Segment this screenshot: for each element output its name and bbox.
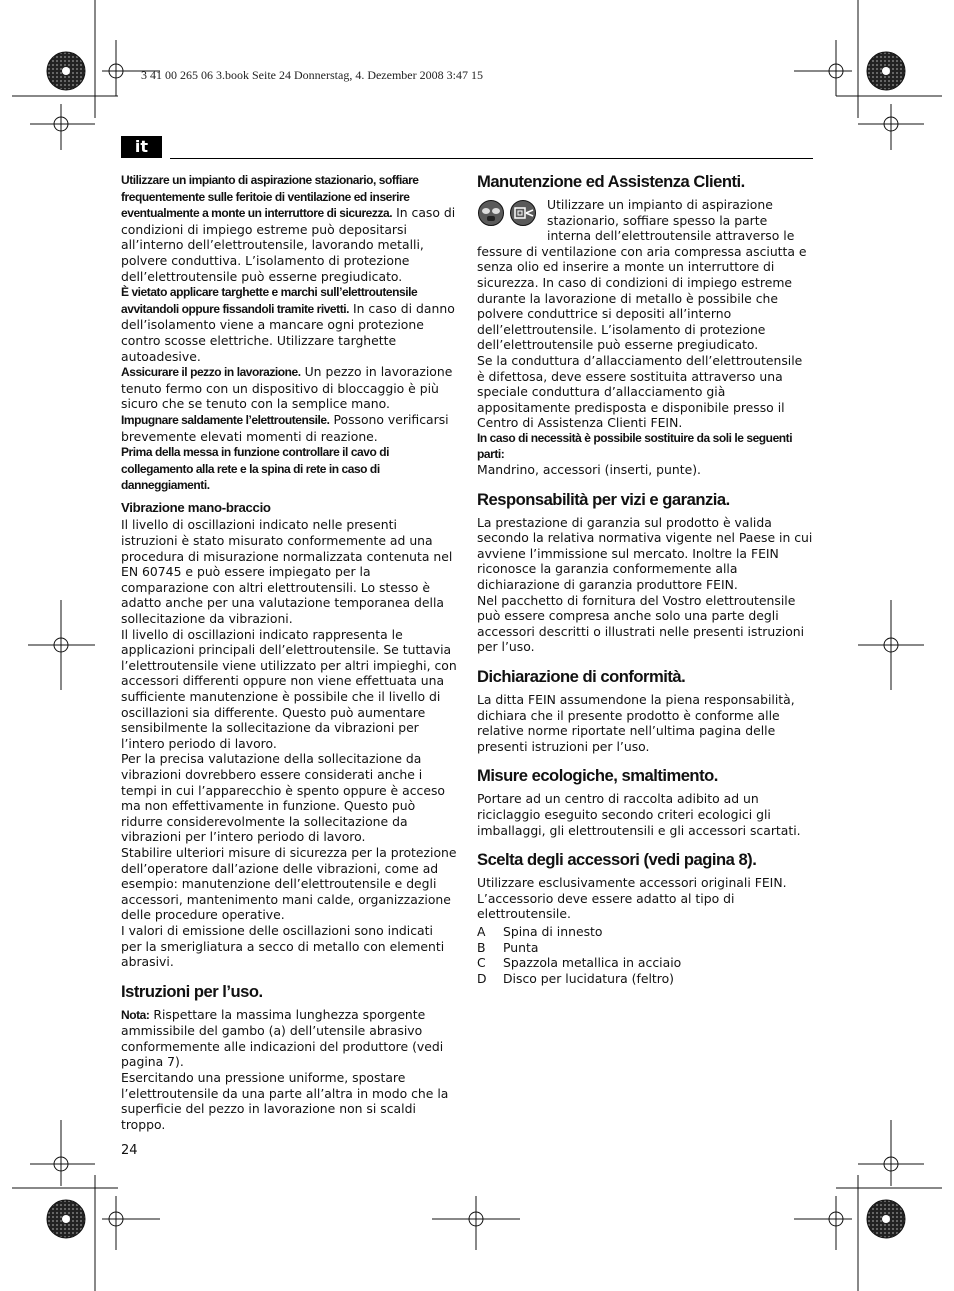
bold-lead: Prima della messa in funzione controllare il cavo di collegamento alla rete e la spina di rete in caso di danneggiamenti. (121, 445, 390, 493)
bold-lead: È vietato applicare targhette e marchi sull’elettroutensile avvitandoli oppure fissandoli tramite rivetti. (121, 285, 418, 316)
nota-paragraph (121, 1007, 457, 1070)
paragraph-text: In caso di condizioni di impiego estreme può depositarsi all’interno dell’elettroutensile, lavorando metalli, polvere conduttiva. L’isolamento di protezione dell’elettroutensile può esserne pregiudicato. (121, 205, 456, 284)
language-badge: it (121, 136, 162, 158)
item-text: Spina di innesto (503, 923, 603, 939)
page-number: 24 (121, 1143, 138, 1158)
conformity-heading: Dichiarazione di conformità. (477, 667, 686, 687)
warranty-heading: Responsabilità per vizi e garanzia. (477, 489, 730, 509)
warranty-paragraph-2: Nel pacchetto di fornitura del Vostro elettroutensile può essere compresa anche solo una parte degli accessori descritti o illustrati nelle presenti istruzioni per l’uso. (477, 592, 805, 655)
bold-lead: Utilizzare un impianto di aspirazione stazionario, soffiare frequentemente sulle feritoie di ventilazione ed inserire eventualmente a monte un interruttore di sicurezza. (121, 173, 419, 221)
instructions-paragraph-2: Esercitando una pressione uniforme, spostare l’elettroutensile da una parte all’altra in modo che la superficie del pezzo in lavorazione non si scaldi troppo. (121, 1070, 449, 1132)
protective-mask-icon (479, 201, 504, 226)
accessories-heading: Scelta degli accessori (vedi pagina 8). (477, 850, 757, 870)
item-key: A (477, 923, 486, 939)
eco-paragraph: Portare ad un centro di raccolta adibito ad un riciclaggio eseguito secondo criteri ecologici gli imballaggi, gli elettroutensili e gli accessori scartati. (477, 791, 801, 838)
vibration-paragraph-1: Il livello di oscillazioni indicato nelle presenti istruzioni è stato misurato conformemente ad una procedura di misurazione normalizzata contenuta nel EN 60745 e può essere impiegato per la comparazione con altri elettroutensili. Lo stesso è adatto anche per una valutazione temporanea della sollecitazione da vibrazioni. (121, 517, 453, 627)
paragraph-text: Un pezzo in lavorazione tenuto fermo con un dispositivo di bloccaggio è più sicuro che se tenuto con la semplice mano. (121, 364, 453, 412)
list-item (477, 971, 813, 987)
header-rule (170, 158, 813, 159)
eco-heading: Misure ecologiche, smaltimento. (477, 766, 718, 786)
star-target-tl (47, 52, 85, 90)
bold-lead: Assicurare il pezzo in lavorazione. (121, 365, 301, 380)
accessories-paragraph-2: L’accessorio deve essere adatto al tipo di elettroutensile. (477, 890, 735, 922)
insulation-tool-icon (511, 201, 536, 226)
reg-mark-tr1 (794, 40, 852, 96)
reg-mark-bc (432, 1196, 520, 1250)
vibration-paragraph-5: I valori di emissione delle oscillazioni sono indicati per la smerigliatura a secco di metallo con elementi abrasivi. (121, 922, 445, 970)
item-key: B (477, 939, 486, 955)
item-key: D (477, 970, 487, 986)
reg-mark-bl1 (30, 1120, 95, 1186)
reg-mark-bl2 (102, 1196, 160, 1250)
bold-lead: Impugnare saldamente l’elettroutensile. (121, 412, 330, 427)
item-text: Disco per lucidatura (feltro) (503, 970, 674, 986)
warranty-paragraph-1: La prestazione di garanzia sul prodotto è valida secondo la relativa normativa vigente nel Paese in cui avviene l’immissione sul mercato. Inoltre la FEIN riconosce la garanzia conformemente alla dichiarazione di garanzia produttore FEIN. (477, 514, 813, 593)
reg-mark-tl2 (30, 104, 95, 150)
safety-paragraph-3 (121, 364, 457, 412)
safety-paragraph-5 (121, 444, 457, 494)
file-header: 3 41 00 265 06 3.book Seite 24 Donnerstag, 4. Dezember 2008 3:47 15 (141, 68, 483, 82)
vibration-paragraph-2: Il livello di oscillazioni indicato rappresenta le applicazioni principali dell’elettroutensile. Se tuttavia l’elettroutensile viene utilizzato per altri impieghi, con accessori differenti oppure non viene effettuata una sufficiente manutenzione è possibile che il livello di oscillazioni sia differente. Questo può aumentare sensibilmente la sollecitazione da vibrazioni per l’intero periodo di lavoro. (121, 626, 457, 751)
accessories-list (477, 924, 813, 986)
list-item (477, 924, 813, 940)
right-column (477, 172, 813, 986)
safety-paragraph-2 (121, 284, 457, 364)
item-text: Punta (503, 939, 539, 955)
safety-paragraph-4 (121, 412, 457, 444)
reg-mark-br1 (858, 1120, 924, 1186)
star-target-tr (867, 52, 905, 90)
vibration-heading: Vibrazione mano-braccio (121, 499, 271, 515)
instructions-heading: Istruzioni per l’uso. (121, 981, 263, 1001)
list-item (477, 955, 813, 971)
reg-mark-tr2 (858, 104, 924, 150)
paragraph-text: In caso di danno dell’isolamento viene a mancare ogni protezione contro scosse elettriche. Utilizzare targhette autoadesive. (121, 300, 455, 364)
left-column (121, 172, 457, 1132)
symbol-icons (477, 199, 539, 229)
paragraph-text: Possono verificarsi brevemente elevati momenti di reazione. (121, 411, 449, 444)
safety-paragraph-1 (121, 172, 457, 284)
star-target-bl (47, 1200, 85, 1238)
conformity-paragraph: La ditta FEIN assumendone la piena responsabilità, dichiara che il presente prodotto è conforme alle relative norme riportate nell’ultima pagina delle presenti istruzioni per l’uso. (477, 692, 795, 754)
paragraph-text: Rispettare la massima lunghezza sporgente ammissibile del gambo (a) dell’utensile abrasivo conformemente alle indicazioni del produttore (vedi pagina 7). (121, 1006, 444, 1070)
reg-mark-mr (858, 600, 924, 690)
maintenance-paragraph-2: Se la conduttura d’allacciamento dell’elettroutensile è difettosa, deve essere sostituita attraverso una speciale conduttura d’allacciamento già appositamente predisposta e disponibile presso il Centro di Assistenza Clienti FEIN. (477, 352, 803, 431)
maintenance-paragraph-4: Mandrino, accessori (inserti, punte). (477, 462, 701, 478)
reg-mark-ml (28, 600, 95, 690)
vibration-paragraph-4: Stabilire ulteriori misure di sicurezza per la protezione dell’operatore dall’azione delle vibrazioni, come ad esempio: manutenzione dell’elettroutensile e degli accessori, mantenimento mani calde, organizzazione delle procedure operative. (121, 844, 457, 923)
accessories-paragraph-1: Utilizzare esclusivamente accessori originali FEIN. (477, 875, 787, 891)
star-target-br (867, 1200, 905, 1238)
maintenance-paragraph-3: In caso di necessità è possibile sostituire da soli le seguenti parti: (477, 430, 793, 461)
item-text: Spazzola metallica in acciaio (503, 955, 682, 971)
reg-mark-br2 (794, 1196, 852, 1250)
maintenance-heading: Manutenzione ed Assistenza Clienti. (477, 172, 745, 191)
list-item (477, 940, 813, 956)
nota-label: Nota: (121, 1007, 150, 1022)
vibration-paragraph-3: Per la precisa valutazione della sollecitazione da vibrazioni dovrebbero essere considerati anche i tempi in cui l’apparecchio è spento oppure è acceso ma non effettivamente in funzione. Questo può ridurre considerevolmente la sollecitazione da vibrazioni per l’intero periodo di lavoro. (121, 751, 445, 845)
maintenance-paragraph-1: Utilizzare un impianto di aspirazione stazionario, soffiare spesso la parte interna dell’elettroutensile attraverso le fessure di ventilazione con aria compressa asciutta e senza olio ed inserire a monte un interruttore di sicurezza. In caso di condizioni di impiego estreme durante la lavorazione di metallo è possibile che polvere conduttrice si depositi all’interno dell’elettroutensile. L’isolamento di protezione dell’elettroutensile può esserne pregiudicato. (477, 197, 807, 353)
item-key: C (477, 955, 486, 971)
